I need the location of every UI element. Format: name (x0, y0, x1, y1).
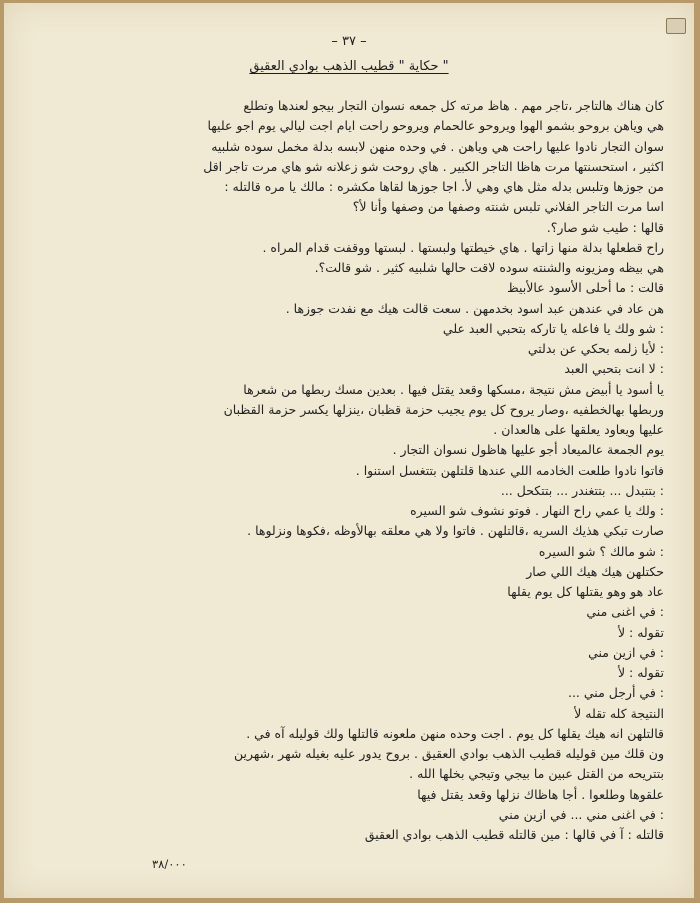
text-line: عاد هو وهو يقتلها كل يوم يقلها (507, 584, 664, 599)
story-body (74, 96, 664, 845)
text-line: : في أرجل مني ... (567, 685, 664, 701)
text-line: من جوزها وتلبس بدله مثل هاي وهي لأ. اجا جوزها لقاها مكشره : مالك يا مره قالتله : (224, 179, 664, 194)
text-line: هي وياهن بروحو بشمو الهوا ويروحو عالحمام ويروحو راحت ايام اجت ليالي يوم اجو عليها (207, 118, 664, 134)
page-number: – ٣٧ – (331, 34, 367, 49)
text-line: قالها : طيب شو صار؟. (546, 219, 664, 235)
staple-mark (666, 18, 686, 34)
text-line: قالتلهن انه هيك يقلها كل يوم . اجت وحده منهن ملعونه قالتلها ولك قوليله آه في . (246, 725, 664, 741)
text-line: هن عاد في عندهن عبد اسود بخدمهن . سعت قالت هيك مع نفدت جوزها . (285, 300, 664, 316)
text-line: : لا انت بتحبي العبد (564, 361, 664, 377)
text-line: فاتوا نادوا طلعت الخادمه اللي عندها قلتلهن بتتغسل استنوا . (355, 462, 664, 478)
text-line: قالتله : آ في قالها : مين قالتله قطيب الذهب بوادي العقيق (364, 827, 664, 842)
story-title-text: حكاية " قطيب الذهب بوادي العقيق " (249, 59, 449, 74)
story-title (4, 59, 694, 74)
text-line: ون قلك مين قوليله قطيب الذهب بوادي العقيق . بروح يدور عليه بغيله شهر ،شهرين (234, 746, 664, 761)
text-line: عليها ويعاود يعلقها على هالعدان . (493, 422, 664, 437)
text-line: يا أسود يا أبيض مش نتيجة ،مسكها وقعد يقتل فيها . بعدين مسك ربطها من شعرها (243, 381, 664, 397)
document-page (4, 3, 694, 898)
text-line: كان هناك هالتاجر ،تاجر مهم . هاظ مرته كل جمعه نسوان التجار بيجو لعندها وتطلع (243, 98, 664, 113)
text-line: النتيجة كله تقله لأ (574, 705, 664, 721)
text-line: يوم الجمعة عالميعاد أجو عليها هاظول نسوان التجار . (392, 442, 664, 458)
text-line: : في اغنى مني ... في ازين مني (498, 806, 664, 822)
text-line: وربطها بهالخطفيه ،وصار يروح كل يوم يجيب حزمة قظبان ،ينزلها يكسر حزمة القظبان (223, 401, 664, 417)
text-line: تقوله : لأ (617, 665, 664, 680)
text-line: صارت تبكي هذيك السريه ،قالتلهن . فاتوا ولا هي معلقه بهالأوظه ،فكوها ونزلوها . (247, 523, 664, 539)
text-line: علقوها وطلعوا . أجا هاظاك نزلها وقعد يقتل فيها (417, 786, 664, 802)
text-line: سوان التجار نادوا عليها راحت هي وياهن . في وحده منهن لابسه بدلة مخمل سوده شلبيه (211, 138, 664, 154)
text-line: اكثير ، استحسنتها مرت هاظا التاجر الكبير . هاي روحت شو زعلانه شو هاي مرت تاجر اقل (203, 158, 664, 174)
text-line: اسا مرت التاجر الفلاني تلبس شنته وصفها من وصفها وأنا لأ؟ (352, 199, 664, 215)
text-line: هي بيظه ومزيونه والشنته سوده لاقت حالها شلبيه كثير . شو قالت؟. (314, 260, 664, 275)
text-line: : شو ولك يا فاعله يا تاركه بتحبي العبد علي (442, 320, 664, 336)
text-line: : ولك يا عمي راح النهار . فوتو نشوف شو السيره (410, 503, 664, 518)
text-line: : بتتبدل ... بتتغندر ... بتتكحل ... (500, 482, 664, 498)
text-line: : في اغنى مني (586, 604, 664, 620)
text-line: قالت : ما أحلى الأسود عالأبيظ (507, 280, 664, 296)
footer-reference: ٣٨/٠٠٠ (152, 857, 187, 871)
text-line: : لأيا زلمه بحكي عن بدلتي (527, 341, 664, 356)
text-line: تقوله : لأ (617, 624, 664, 640)
text-line: : في ازين مني (588, 644, 664, 660)
text-line: : شو مالك ؟ شو السيره (538, 543, 664, 559)
text-line: حكتلهن هيك هيك اللي صار (526, 563, 664, 579)
text-line: راح قطعلها بدلة منها زاتها . هاي خيطتها ولبستها . لبستها ووقفت قدام المراه . (262, 239, 664, 255)
text-line: بتتريحه من القتل عبين ما بيجي وتيجي بخلها الله . (409, 766, 664, 782)
